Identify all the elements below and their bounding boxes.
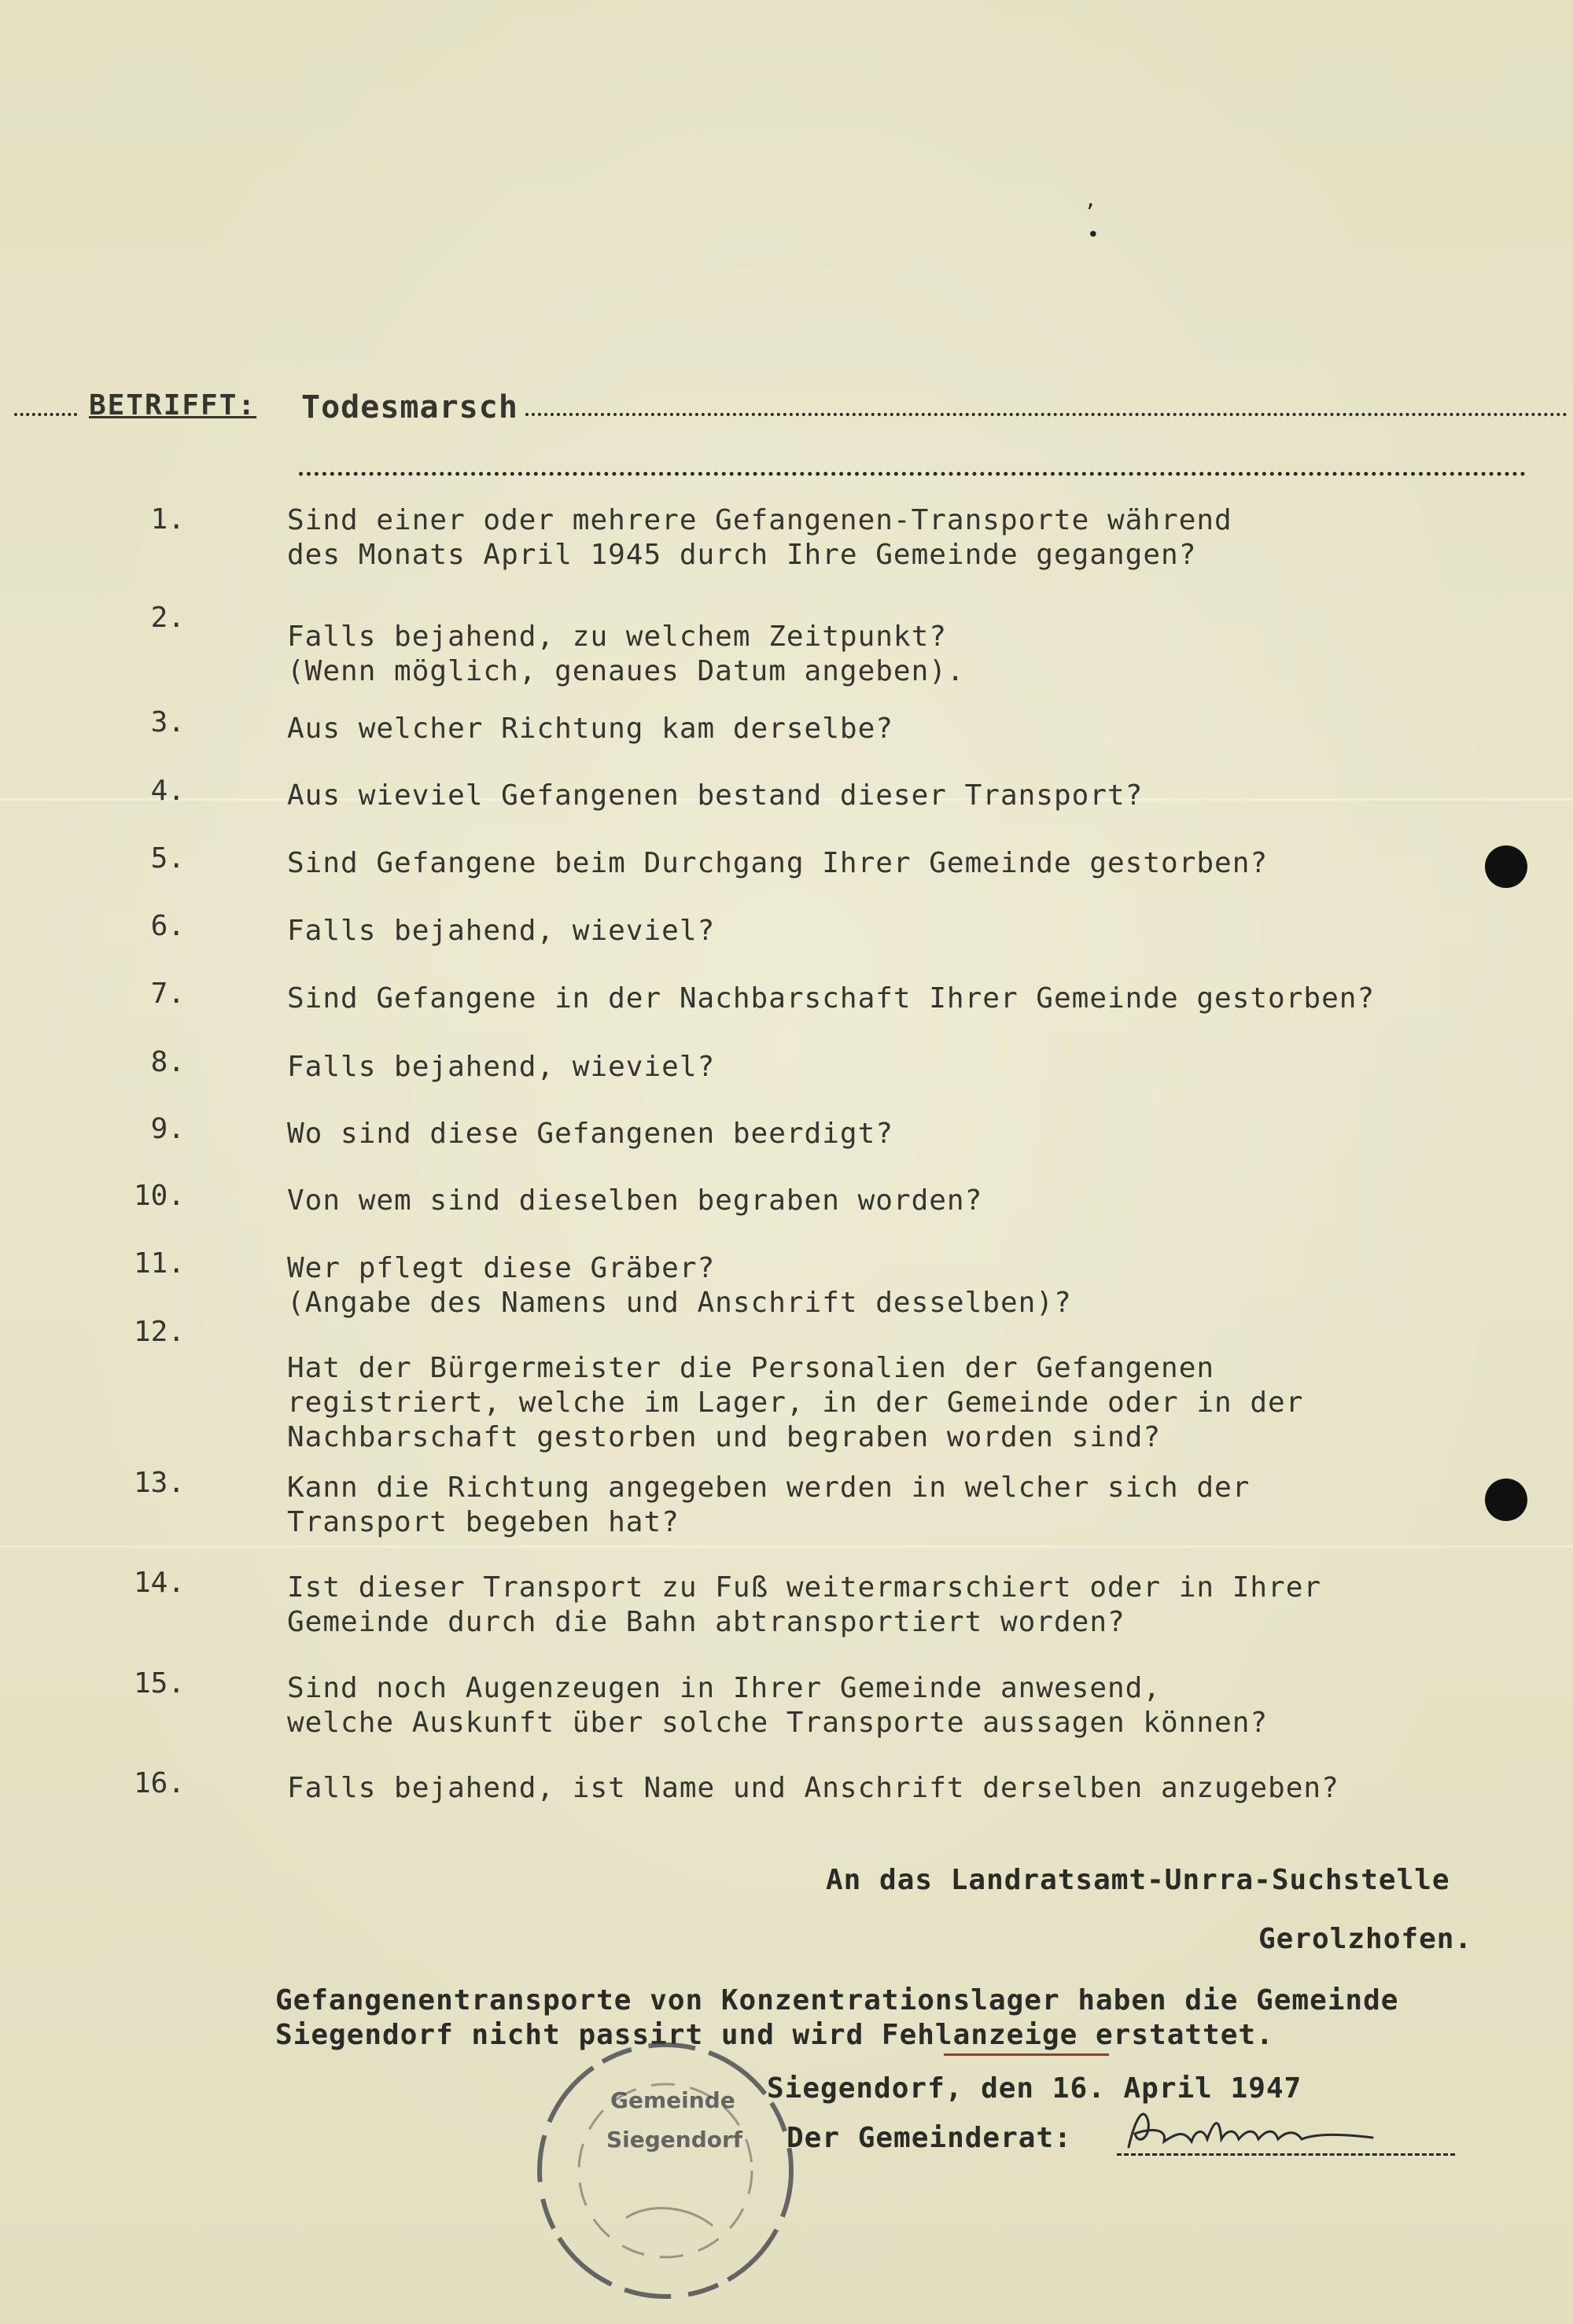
question-text: Sind einer oder mehrere Gefangenen-Transporte während des Monats April 1945 durch Ihre Gemeinde gegangen? [287, 504, 1232, 571]
question-number: 4. [150, 775, 185, 807]
reply-text-line-1: Gefangenentransporte von Konzentrationslager haben die Gemeinde [275, 1984, 1399, 2016]
question-text: Hat der Bürgermeister die Personalien der Gefangenen registriert, welche im Lager, in der Gemeinde oder in der Nachbarschaft gestorben und begraben worden sind? [287, 1352, 1304, 1453]
question-number: 2. [150, 602, 185, 634]
handwritten-signature [1121, 2098, 1380, 2161]
question-number: 1. [150, 503, 185, 536]
question-text: Sind Gefangene beim Durchgang Ihrer Gemeinde gestorben? [287, 847, 1269, 879]
fold-line [0, 1545, 1573, 1548]
question-text: Wer pflegt diese Gräber? (Angabe des Namens und Anschrift desselben)? [287, 1252, 1072, 1319]
ink-speck: ’ [1084, 201, 1096, 224]
question-text: Wo sind diese Gefangenen beerdigt? [287, 1118, 893, 1150]
reply-text-line-2: Siegendorf nicht passirt und wird Fehlanzeige erstattet. [275, 2019, 1274, 2051]
question-text: Sind noch Augenzeugen in Ihrer Gemeinde anwesend, welche Auskunft über solche Transporte aussagen können? [287, 1672, 1269, 1739]
punch-hole-bottom [1485, 1479, 1527, 1521]
question-text: Falls bejahend, wieviel? [287, 1051, 716, 1083]
stamp-text-line-2: Siegendorf [606, 2127, 742, 2153]
subject-second-line-dots [299, 472, 1526, 476]
question-number: 12. [133, 1316, 185, 1348]
question-text: Falls bejahend, wieviel? [287, 915, 716, 947]
red-pencil-underline [944, 2053, 1109, 2056]
question-number: 8. [150, 1046, 185, 1078]
subject-leader-dots [14, 413, 77, 416]
question-text: Sind Gefangene in der Nachbarschaft Ihrer Gemeinde gestorben? [287, 982, 1376, 1015]
question-text: Falls bejahend, ist Name und Anschrift derselben anzugeben? [287, 1772, 1339, 1804]
subject-text: Todesmarsch [301, 389, 518, 425]
council-signature-label: Der Gemeinderat: [786, 2122, 1072, 2154]
question-text: Von wem sind dieselben begraben worden? [287, 1184, 983, 1217]
question-number: 14. [133, 1567, 185, 1599]
punch-hole-top [1485, 845, 1527, 888]
question-number: 11. [133, 1247, 185, 1280]
question-text: Aus welcher Richtung kam derselbe? [287, 713, 893, 745]
question-number: 15. [133, 1667, 185, 1700]
question-number: 9. [150, 1113, 185, 1145]
question-number: 13. [133, 1467, 185, 1499]
subject-line [14, 389, 1567, 436]
question-text: Kann die Richtung angegeben werden in welcher sich der Transport begeben hat? [287, 1471, 1251, 1538]
stamp-text-line-1: Gemeinde [610, 2087, 735, 2113]
question-text: Aus wieviel Gefangenen bestand dieser Transport? [287, 779, 1144, 812]
addressee-city: Gerolzhofen. [1258, 1923, 1473, 1955]
ink-speck: • [1087, 223, 1100, 247]
subject-label: BETRIFFT: [89, 389, 257, 422]
subject-fill-dots [525, 413, 1567, 416]
municipal-stamp [532, 2037, 799, 2304]
addressee: An das Landratsamt-Unrra-Suchstelle [826, 1864, 1450, 1896]
question-number: 10. [133, 1180, 185, 1212]
question-text: Falls bejahend, zu welchem Zeitpunkt? (Wenn möglich, genaues Datum angeben). [287, 621, 965, 687]
place-and-date: Siegendorf, den 16. April 1947 [767, 2072, 1302, 2105]
question-text: Ist dieser Transport zu Fuß weitermarschiert oder in Ihrer Gemeinde durch die Bahn abtransportiert worden? [287, 1571, 1322, 1638]
question-number: 3. [150, 706, 185, 738]
question-number: 7. [150, 978, 185, 1010]
question-number: 5. [150, 842, 185, 875]
question-number: 16. [133, 1767, 185, 1799]
question-number: 6. [150, 910, 185, 942]
